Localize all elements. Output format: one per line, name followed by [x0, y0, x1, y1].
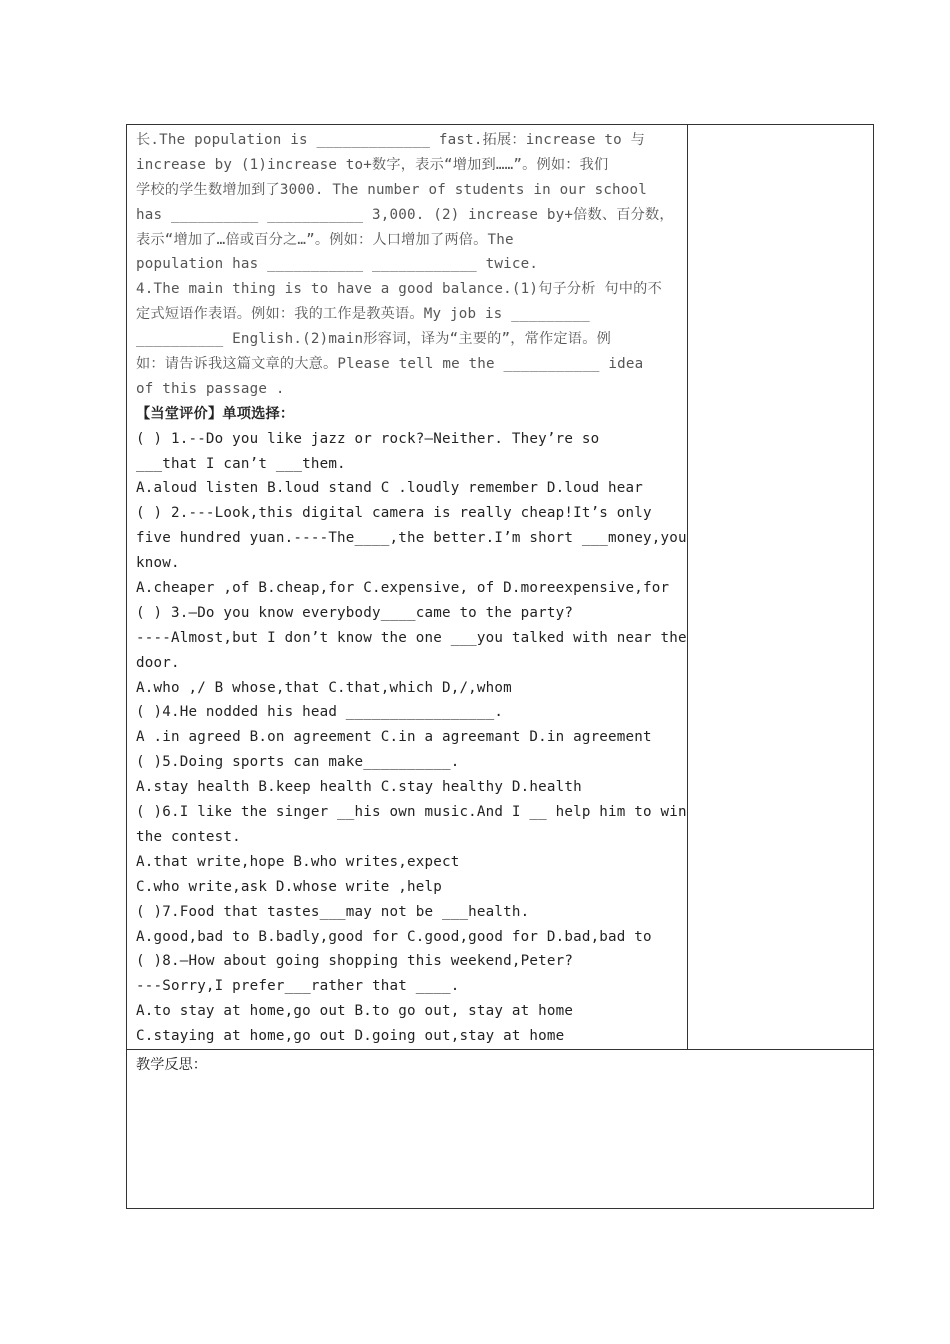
text-line: 如：请告诉我这篇文章的大意。Please tell me the ___________ idea: [136, 356, 644, 373]
question-line: know.: [136, 555, 180, 572]
content-row: [127, 125, 874, 1050]
text-line: 4.The main thing is to have a good balance.(1)句子分析 句中的不: [136, 281, 662, 298]
section-heading: 【当堂评价】单项选择：: [136, 405, 295, 422]
text-line: 表示“增加了…倍或百分之…”。例如：人口增加了两倍。The: [136, 231, 514, 248]
question-line: ( ) 2.---Look,this digital camera is really cheap!It’s only: [136, 505, 652, 522]
question-line: ( )5.Doing sports can make__________.: [136, 754, 460, 771]
options-line: A.cheaper ,of B.cheap,for C.expensive, of D.moreexpensive,for: [136, 580, 670, 597]
options-line: A .in agreed B.on agreement C.in a agreemant D.in agreement: [136, 729, 652, 746]
notes-cell: [688, 125, 874, 1050]
text-line: 长.The population is _____________ fast.拓展：increase to 与: [136, 132, 646, 148]
options-line: A.that write,hope B.who writes,expect: [136, 853, 460, 870]
text-line: 学校的学生数增加到了3000. The number of students in our school: [136, 181, 648, 198]
options-line: A.who ,/ B whose,that C.that,which D,/,whom: [136, 679, 512, 696]
options-line: A.good,bad to B.badly,good for C.good,good for D.bad,bad to: [136, 928, 652, 945]
question-line: ( )6.I like the singer __his own music.And I __ help him to win: [136, 804, 687, 821]
question-line: ___that I can’t ___them.: [136, 455, 346, 472]
question-line: ( )4.He nodded his head _________________.: [136, 704, 504, 721]
text-line: __________ English.(2)main形容词，译为“主要的”，常作定语。例: [136, 331, 611, 348]
teaching-reflection-cell: [127, 1049, 874, 1208]
options-line: C.staying at home,go out D.going out,stay at home: [136, 1028, 565, 1045]
text-line: has __________ ___________ 3,000. (2) increase by+倍数、百分数，: [136, 206, 674, 223]
options-line: A.to stay at home,go out B.to go out, stay at home: [136, 1003, 574, 1020]
lesson-text: [127, 125, 687, 1049]
reflection-row: [127, 1049, 874, 1208]
lesson-content-cell: [127, 125, 688, 1050]
question-line: ( )8.—How about going shopping this weekend,Peter?: [136, 953, 574, 970]
text-line: 定式短语作表语。例如：我的工作是教英语。My job is _________: [136, 306, 590, 323]
question-line: ( )7.Food that tastes___may not be ___health.: [136, 903, 530, 920]
options-line: A.stay health B.keep health C.stay healthy D.health: [136, 779, 582, 796]
text-line: population has ___________ ____________ twice.: [136, 256, 539, 273]
question-line: door.: [136, 654, 180, 671]
question-line: ----Almost,but I don’t know the one ___you talked with near the: [136, 629, 687, 646]
question-line: ( ) 1.--Do you like jazz or rock?—Neither. They’re so: [136, 430, 600, 447]
worksheet-table: [126, 124, 874, 1209]
options-line: A.aloud listen B.loud stand C .loudly remember D.loud hear: [136, 480, 644, 497]
question-line: ( ) 3.—Do you know everybody____came to the party?: [136, 604, 574, 621]
reflection-label: 教学反思：: [136, 1056, 207, 1073]
text-line: increase by (1)increase to+数字，表示“增加到……”。例如：我们: [136, 156, 609, 173]
question-line: the contest.: [136, 828, 241, 845]
question-line: five hundred yuan.----The____,the better.I’m short ___money,you: [136, 530, 687, 547]
options-line: C.who write,ask D.whose write ,help: [136, 878, 442, 895]
question-line: ---Sorry,I prefer___rather that ____.: [136, 978, 460, 995]
text-line: of this passage .: [136, 380, 285, 397]
